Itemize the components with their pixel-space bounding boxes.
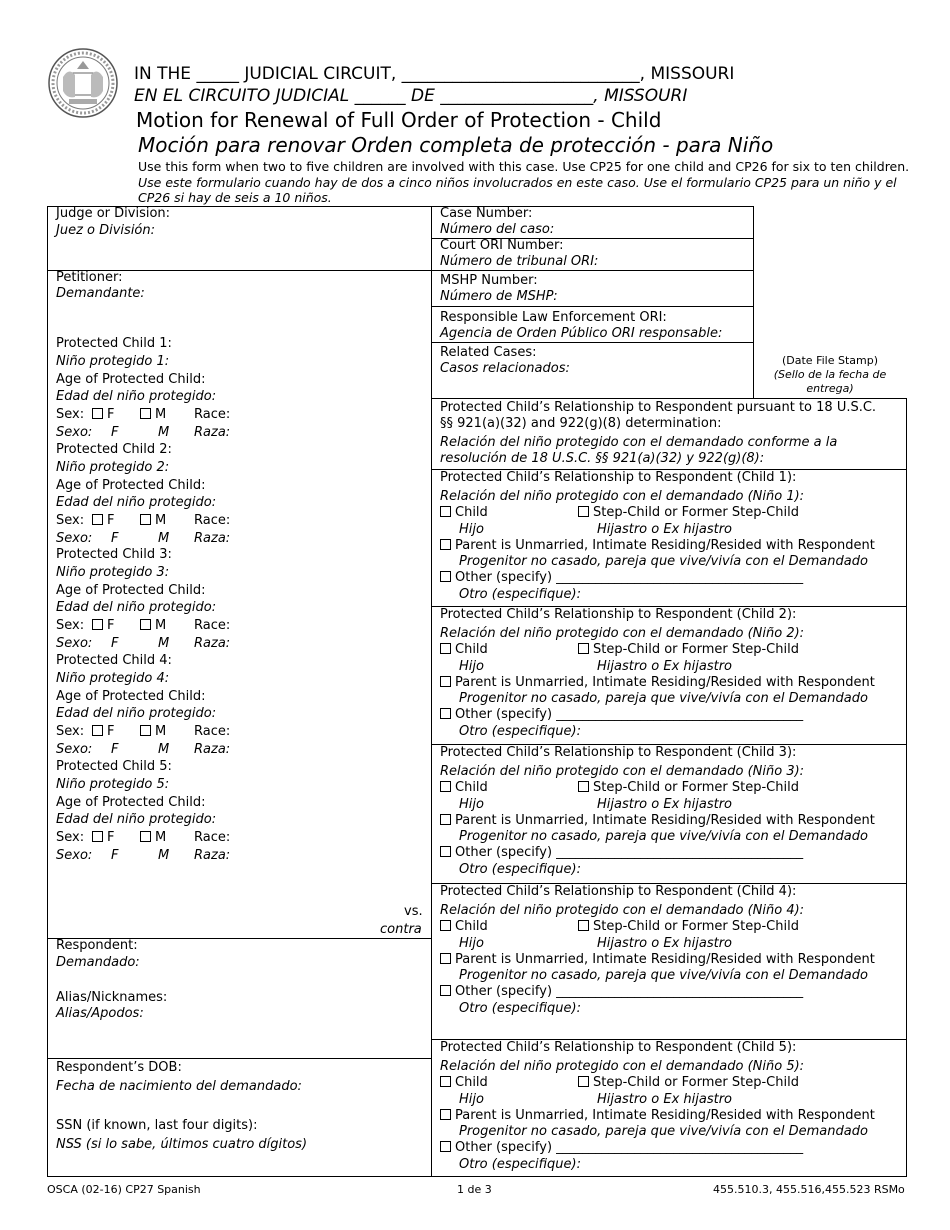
race-label-es: Raza: [194,848,231,863]
mshp-label: MSHP Number: [440,273,538,288]
child-label: Protected Child 2: [56,442,172,457]
sex-label-es: Sexo: [56,848,93,863]
sex-label: Sex: [56,407,85,422]
relation-parent-checkbox[interactable] [440,1109,451,1120]
relation-child-label: Child [455,780,488,795]
sex-m-option[interactable] [140,724,166,740]
age-label-es: Edad del niño protegido: [56,812,217,827]
sex-f-es: F [111,425,119,440]
relation-child-checkbox[interactable] [440,643,451,654]
relation-child-checkbox[interactable] [440,1076,451,1087]
relation-step-option[interactable] [578,919,799,935]
sex-label-es: Sexo: [56,531,93,546]
relation-step-checkbox[interactable] [578,781,589,792]
relation-step-label: Step-Child or Former Step-Child [593,642,799,657]
relation-parent-label: Parent is Unmarried, Intimate Residing/Resided with Respondent [455,813,875,828]
relation-other-checkbox[interactable] [440,708,451,719]
date-stamp-label-es: (Sello de la fecha de [773,368,887,381]
sex-m-es: M [158,636,170,651]
sex-m-option[interactable] [140,830,166,846]
sex-m-label: M [155,513,167,528]
age-label: Age of Protected Child: [56,372,206,387]
page-title-es: Moción para renovar Orden completa de protección - para Niño [138,133,774,157]
sex-f-checkbox[interactable] [92,514,103,525]
child-label: Protected Child 5: [56,759,172,774]
race-label-es: Raza: [194,636,231,651]
sex-f-label: F [107,618,115,633]
relation-step-checkbox[interactable] [578,643,589,654]
section-heading: Protected Child’s Relationship to Respondent (Child 5): [440,1040,797,1055]
relation-other-checkbox[interactable] [440,1141,451,1152]
relation-other-checkbox[interactable] [440,846,451,857]
relation-child-label: Child [455,1075,488,1090]
relationship-heading-es: Relación del niño protegido con el demandado conforme a la [440,435,838,450]
relation-child-option[interactable] [440,505,488,521]
instructions-es-2: CP26 si hay de seis a 10 niños. [138,190,332,205]
sex-f-es: F [111,848,119,863]
judge-label: Judge or Division: [56,206,171,221]
sex-m-es: M [158,531,170,546]
relation-other-label: Other (specify) ______________________________________ [455,984,804,999]
relation-other-option[interactable] [440,570,803,586]
sex-label-es: Sexo: [56,425,93,440]
relation-step-checkbox[interactable] [578,1076,589,1087]
section-heading: Protected Child’s Relationship to Respondent (Child 1): [440,470,797,485]
sex-label-es: Sexo: [56,636,93,651]
relation-other-option[interactable] [440,845,803,861]
relation-parent-checkbox[interactable] [440,953,451,964]
section-heading: Protected Child’s Relationship to Respondent (Child 2): [440,607,797,622]
sex-m-option[interactable] [140,618,166,634]
relation-other-es: Otro (especifique): [459,1157,581,1172]
relation-parent-es: Progenitor no casado, pareja que vive/vivía con el Demandado [459,968,868,983]
relation-child-es: Hijo [459,522,484,537]
instructions: Use this form when two to five children are involved with this case. Use CP25 for one child and CP26 for six to ten children. [138,159,910,174]
mshp-label-es: Número de MSHP: [440,289,558,304]
relation-child-label: Child [455,642,488,657]
ssn-label-es: NSS (si lo sabe, últimos cuatro dígitos) [56,1137,308,1152]
child-label-es: Niño protegido 4: [56,671,170,686]
sex-f-option[interactable] [92,724,114,740]
relation-parent-option[interactable] [440,538,875,554]
relation-step-option[interactable] [578,1075,799,1091]
form-id: OSCA (02-16) CP27 Spanish [47,1183,201,1196]
relationship-heading: Protected Child’s Relationship to Respondent pursuant to 18 U.S.C. [440,400,877,415]
race-label: Race: [194,513,231,528]
relation-step-label: Step-Child or Former Step-Child [593,919,799,934]
respondent-label-es: Demandado: [56,955,140,970]
sex-f-label: F [107,830,115,845]
sex-f-option[interactable] [92,618,114,634]
sex-label: Sex: [56,724,85,739]
sex-label-es: Sexo: [56,742,93,757]
relation-other-es: Otro (especifique): [459,724,581,739]
sex-m-label: M [155,407,167,422]
date-stamp-label: (Date File Stamp) [781,354,878,367]
sex-m-option[interactable] [140,513,166,529]
child-label-es: Niño protegido 3: [56,565,170,580]
relation-other-label: Other (specify) ______________________________________ [455,1140,804,1155]
related-cases-label-es: Casos relacionados: [440,361,570,376]
relation-step-option[interactable] [578,642,799,658]
relation-other-option[interactable] [440,1140,803,1156]
child-label-es: Niño protegido 5: [56,777,170,792]
relation-parent-checkbox[interactable] [440,814,451,825]
circuit-line-es: EN EL CIRCUITO JUDICIAL ______ DE __________________, MISSOURI [134,86,688,106]
child-label: Protected Child 1: [56,336,172,351]
sex-f-checkbox[interactable] [92,619,103,630]
child-label: Protected Child 3: [56,547,172,562]
sex-m-es: M [158,742,170,757]
race-label: Race: [194,724,231,739]
alias-label-es: Alias/Apodos: [56,1006,144,1021]
relation-parent-label: Parent is Unmarried, Intimate Residing/Resided with Respondent [455,952,875,967]
race-label-es: Raza: [194,531,231,546]
race-label: Race: [194,830,231,845]
relation-parent-option[interactable] [440,675,875,691]
relation-child-option[interactable] [440,1075,488,1091]
relation-step-checkbox[interactable] [578,920,589,931]
sex-m-es: M [158,848,170,863]
sex-f-option[interactable] [92,830,114,846]
relation-step-es: Hijastro o Ex hijastro [597,659,732,674]
race-label-es: Raza: [194,425,231,440]
circuit-line: IN THE _____ JUDICIAL CIRCUIT, ____________________________, MISSOURI [134,64,735,84]
relation-parent-label: Parent is Unmarried, Intimate Residing/Resided with Respondent [455,1108,875,1123]
relation-child-es: Hijo [459,797,484,812]
relation-step-option[interactable] [578,780,799,796]
sex-f-label: F [107,724,115,739]
section-heading-es: Relación del niño protegido con el demandado (Niño 5): [440,1059,805,1074]
relation-child-checkbox[interactable] [440,781,451,792]
relation-parent-option[interactable] [440,952,875,968]
relation-child-es: Hijo [459,936,484,951]
relation-child-label: Child [455,919,488,934]
related-cases-label: Related Cases: [440,345,537,360]
section-heading: Protected Child’s Relationship to Respondent (Child 4): [440,884,797,899]
vs-label: vs. [404,904,423,919]
sex-m-checkbox[interactable] [140,619,151,630]
relationship-heading-es-2: resolución de 18 U.S.C. §§ 921(a)(32) y 922(g)(8): [440,451,765,466]
sex-m-option[interactable] [140,407,166,423]
relation-parent-checkbox[interactable] [440,539,451,550]
judge-label-es: Juez o División: [56,223,155,238]
sex-m-checkbox[interactable] [140,408,151,419]
vs-label-es: contra [380,922,422,937]
petitioner-label-es: Demandante: [56,286,145,301]
section-heading-es: Relación del niño protegido con el demandado (Niño 2): [440,626,805,641]
relation-other-label: Other (specify) ______________________________________ [455,845,804,860]
relation-child-option[interactable] [440,919,488,935]
sex-f-es: F [111,531,119,546]
relation-child-option[interactable] [440,780,488,796]
relation-step-label: Step-Child or Former Step-Child [593,505,799,520]
section-heading-es: Relación del niño protegido con el demandado (Niño 1): [440,489,805,504]
relation-other-checkbox[interactable] [440,985,451,996]
sex-label: Sex: [56,618,85,633]
relation-other-checkbox[interactable] [440,571,451,582]
relation-parent-label: Parent is Unmarried, Intimate Residing/Resided with Respondent [455,675,875,690]
relation-other-label: Other (specify) ______________________________________ [455,570,804,585]
ssn-label: SSN (if known, last four digits): [56,1118,258,1133]
relation-parent-option[interactable] [440,1108,875,1124]
relation-step-label: Step-Child or Former Step-Child [593,1075,799,1090]
sex-m-label: M [155,618,167,633]
age-label: Age of Protected Child: [56,583,206,598]
sex-f-checkbox[interactable] [92,408,103,419]
date-stamp-label-es-2: entrega) [806,382,854,395]
relation-other-es: Otro (especifique): [459,587,581,602]
relation-child-es: Hijo [459,1092,484,1107]
relation-child-checkbox[interactable] [440,506,451,517]
relation-child-label: Child [455,505,488,520]
relation-child-option[interactable] [440,642,488,658]
relation-parent-label: Parent is Unmarried, Intimate Residing/Resided with Respondent [455,538,875,553]
sex-m-checkbox[interactable] [140,831,151,842]
relation-child-es: Hijo [459,659,484,674]
sex-m-checkbox[interactable] [140,514,151,525]
sex-f-checkbox[interactable] [92,831,103,842]
sex-f-label: F [107,513,115,528]
relation-parent-checkbox[interactable] [440,676,451,687]
relation-other-label: Other (specify) ______________________________________ [455,707,804,722]
race-label: Race: [194,407,231,422]
relation-other-es: Otro (especifique): [459,1001,581,1016]
sex-m-label: M [155,830,167,845]
age-label-es: Edad del niño protegido: [56,495,217,510]
sex-m-es: M [158,425,170,440]
relation-parent-es: Progenitor no casado, pareja que vive/vivía con el Demandado [459,829,868,844]
race-label-es: Raza: [194,742,231,757]
dob-label-es: Fecha de nacimiento del demandado: [56,1079,302,1094]
relation-step-es: Hijastro o Ex hijastro [597,797,732,812]
relation-step-checkbox[interactable] [578,506,589,517]
sex-label: Sex: [56,513,85,528]
law-enforcement-label: Responsible Law Enforcement ORI: [440,310,667,325]
statutes: 455.510.3, 455.516,455.523 RSMo [713,1183,905,1196]
child-label-es: Niño protegido 1: [56,354,170,369]
relation-other-option[interactable] [440,984,803,1000]
age-label-es: Edad del niño protegido: [56,600,217,615]
child-label: Protected Child 4: [56,653,172,668]
section-heading-es: Relación del niño protegido con el demandado (Niño 4): [440,903,805,918]
page-number: 1 de 3 [457,1183,492,1196]
sex-f-es: F [111,742,119,757]
relation-step-option[interactable] [578,505,799,521]
age-label-es: Edad del niño protegido: [56,389,217,404]
missouri-seal-icon [47,47,119,119]
relation-parent-es: Progenitor no casado, pareja que vive/vivía con el Demandado [459,554,868,569]
relation-other-es: Otro (especifique): [459,862,581,877]
sex-f-label: F [107,407,115,422]
dob-label: Respondent’s DOB: [56,1060,182,1075]
relation-step-es: Hijastro o Ex hijastro [597,1092,732,1107]
age-label: Age of Protected Child: [56,795,206,810]
petitioner-label: Petitioner: [56,270,123,285]
instructions-es-1: Use este formulario cuando hay de dos a cinco niños involucrados en este caso. Use el formulario CP25 para un niño y el [138,175,897,190]
relation-other-option[interactable] [440,707,803,723]
respondent-label: Respondent: [56,938,138,953]
sex-f-checkbox[interactable] [92,725,103,736]
sex-m-label: M [155,724,167,739]
relation-step-label: Step-Child or Former Step-Child [593,780,799,795]
age-label: Age of Protected Child: [56,478,206,493]
case-number-label: Case Number: [440,206,533,221]
law-enforcement-label-es: Agencia de Orden Público ORI responsable: [440,326,723,341]
relationship-heading-2: §§ 921(a)(32) and 922(g)(8) determination: [440,416,722,431]
sex-label: Sex: [56,830,85,845]
relation-parent-es: Progenitor no casado, pareja que vive/vivía con el Demandado [459,691,868,706]
alias-label: Alias/Nicknames: [56,990,168,1005]
court-ori-label-es: Número de tribunal ORI: [440,254,599,269]
sex-f-es: F [111,636,119,651]
court-ori-label: Court ORI Number: [440,238,564,253]
sex-m-checkbox[interactable] [140,725,151,736]
relation-child-checkbox[interactable] [440,920,451,931]
page-title: Motion for Renewal of Full Order of Protection - Child [136,108,662,132]
relation-parent-option[interactable] [440,813,875,829]
relation-step-es: Hijastro o Ex hijastro [597,936,732,951]
age-label: Age of Protected Child: [56,689,206,704]
section-heading-es: Relación del niño protegido con el demandado (Niño 3): [440,764,805,779]
child-label-es: Niño protegido 2: [56,460,170,475]
age-label-es: Edad del niño protegido: [56,706,217,721]
race-label: Race: [194,618,231,633]
sex-f-option[interactable] [92,407,114,423]
case-number-label-es: Número del caso: [440,222,555,237]
sex-f-option[interactable] [92,513,114,529]
section-heading: Protected Child’s Relationship to Respondent (Child 3): [440,745,797,760]
relation-step-es: Hijastro o Ex hijastro [597,522,732,537]
relation-parent-es: Progenitor no casado, pareja que vive/vivía con el Demandado [459,1124,868,1139]
